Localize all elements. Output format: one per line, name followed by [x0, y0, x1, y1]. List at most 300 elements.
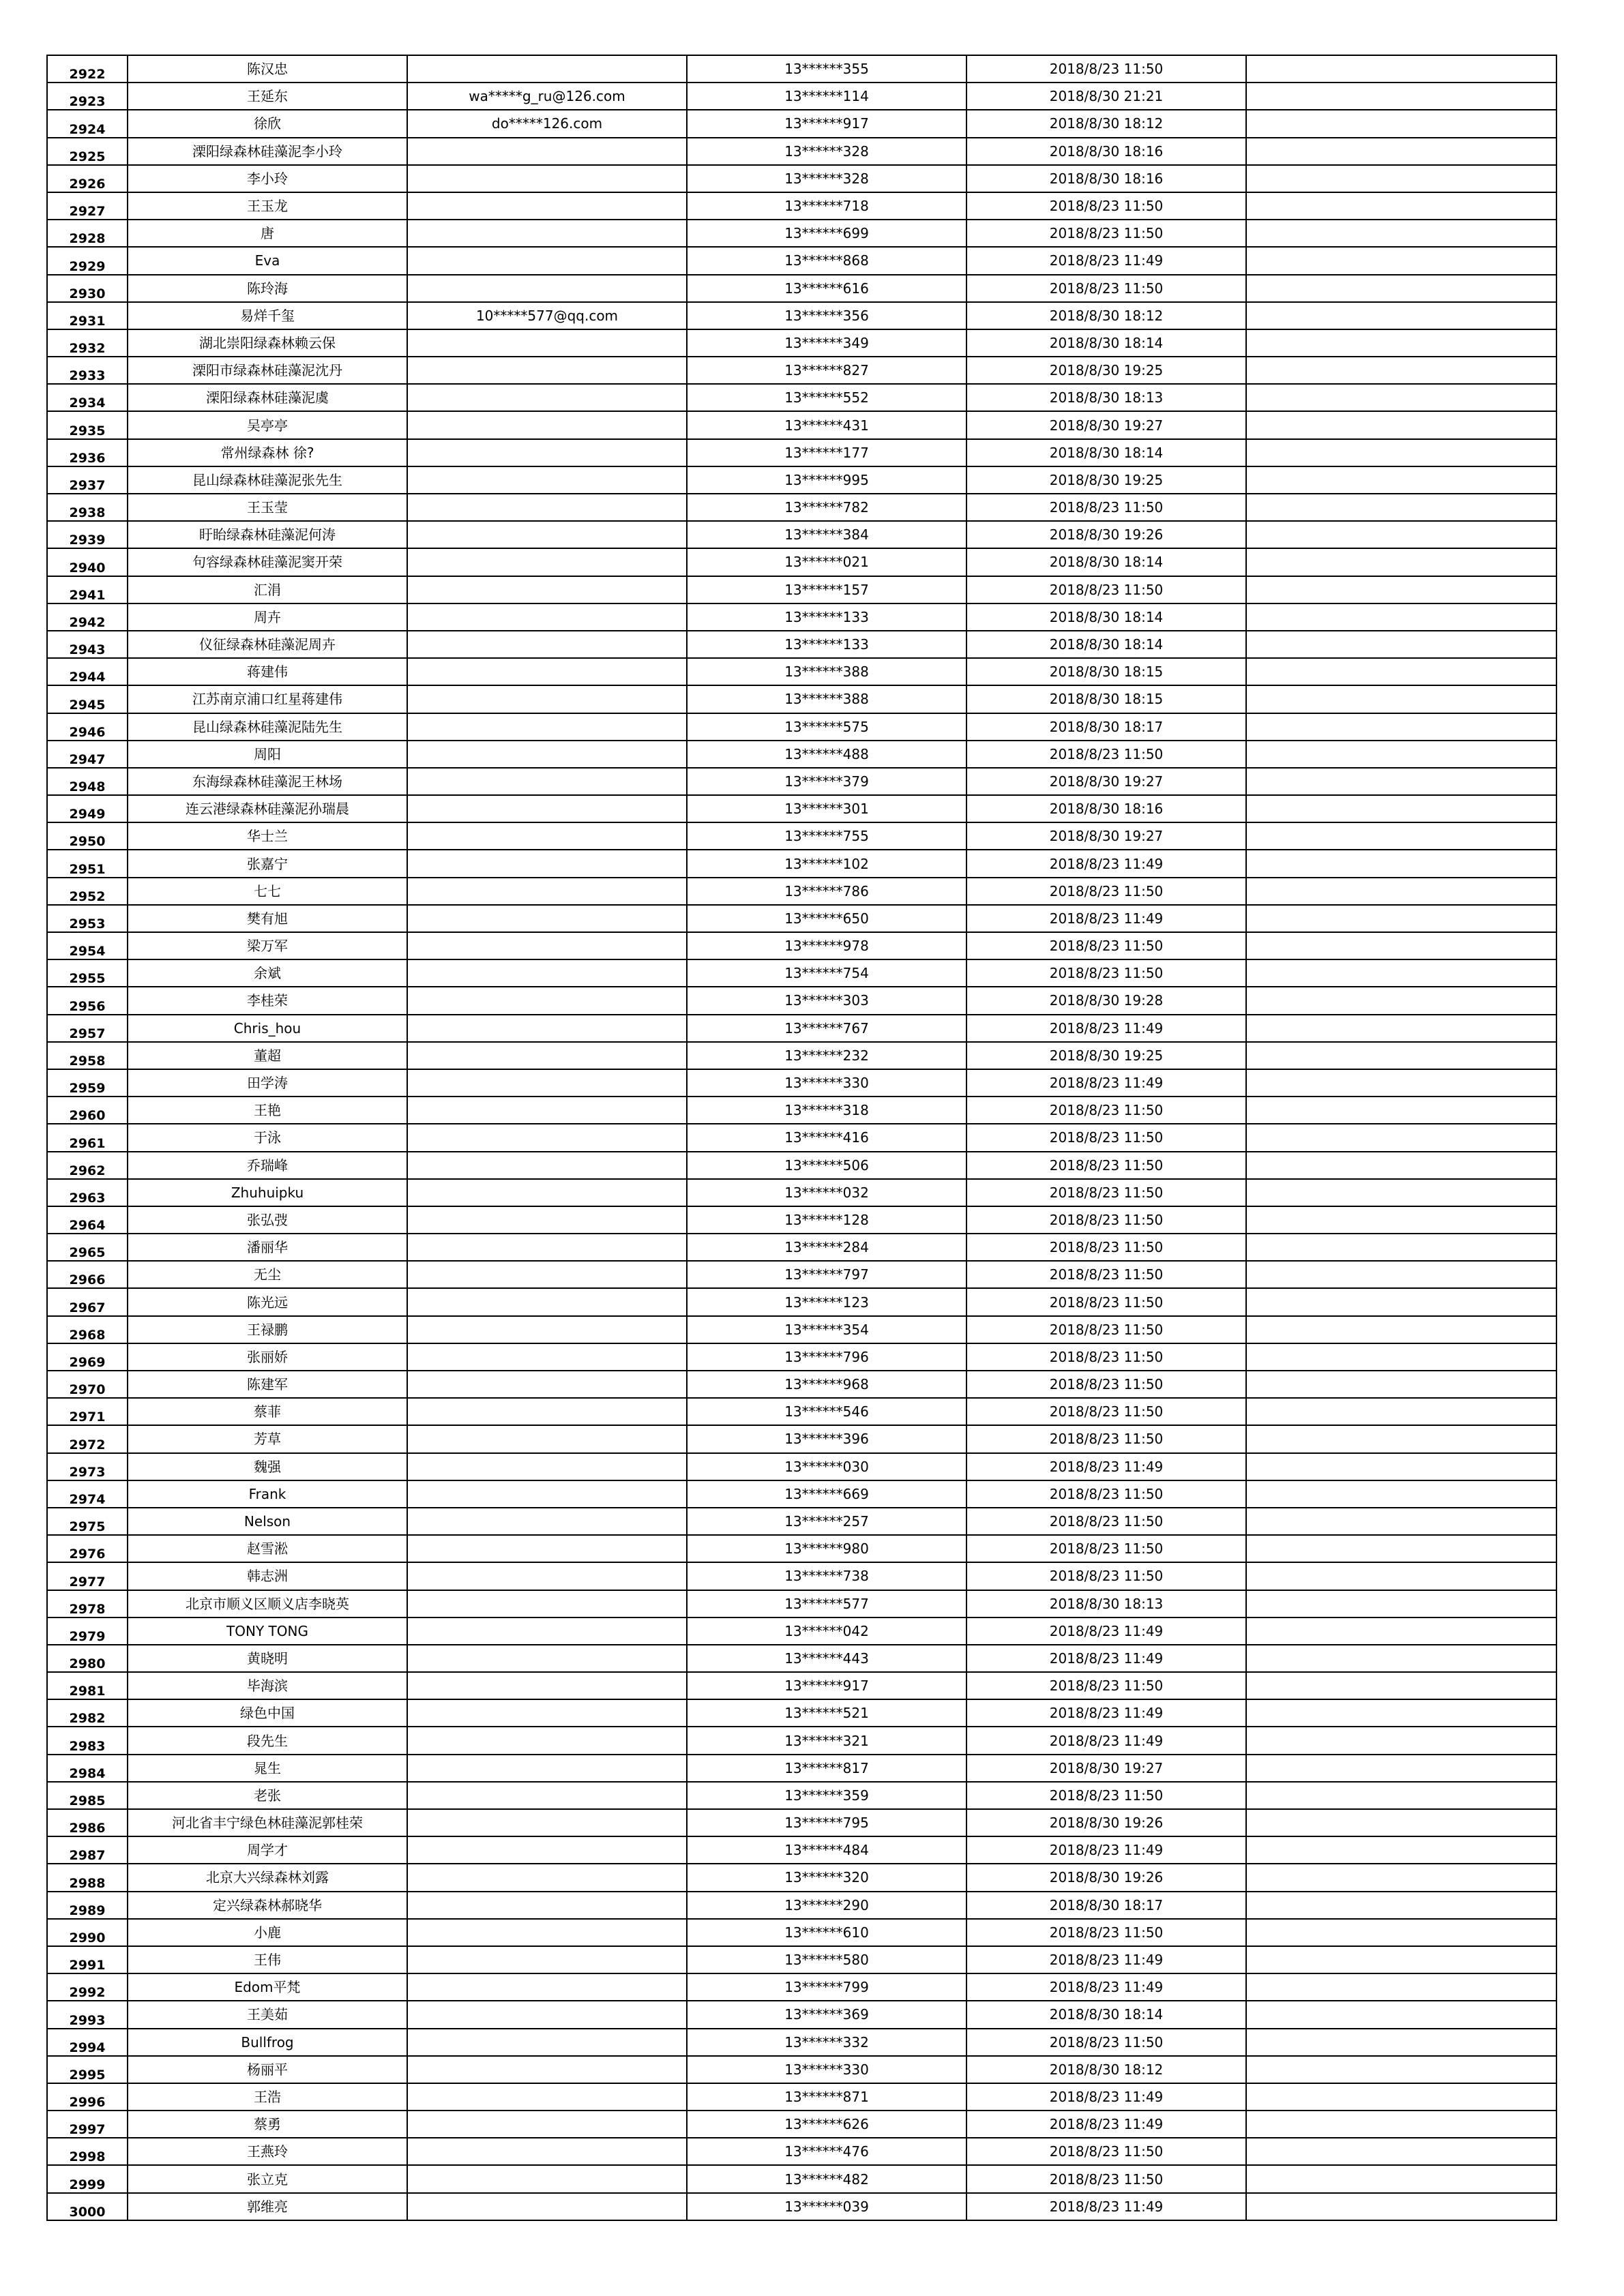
name-cell: 蔡勇: [128, 2111, 407, 2138]
time-cell: 2018/8/23 11:50: [966, 275, 1246, 302]
name-cell: 黄晓明: [128, 1645, 407, 1672]
name-cell: 昆山绿森林硅藻泥张先生: [128, 466, 407, 494]
time-cell: 2018/8/23 11:49: [966, 2193, 1246, 2220]
table-row: [47, 905, 1556, 932]
phone-cell: 13******782: [687, 494, 966, 521]
email-cell: [407, 1562, 687, 1590]
extra-cell: [1246, 1590, 1556, 1617]
time-cell: 2018/8/23 11:49: [966, 1836, 1246, 1864]
name-cell: 江苏南京浦口红星蒋建伟: [128, 685, 407, 713]
table-row: [47, 1809, 1556, 1836]
phone-cell: 13******616: [687, 275, 966, 302]
table-row: [47, 1535, 1556, 1562]
name-cell: 乔瑞峰: [128, 1152, 407, 1179]
phone-cell: 13******133: [687, 603, 966, 631]
table-row: [47, 631, 1556, 658]
time-cell: 2018/8/23 11:50: [966, 1097, 1246, 1124]
phone-cell: 13******476: [687, 2138, 966, 2165]
time-cell: 2018/8/30 18:12: [966, 110, 1246, 137]
name-cell: 徐欣: [128, 110, 407, 137]
extra-cell: [1246, 1371, 1556, 1398]
name-cell: Nelson: [128, 1508, 407, 1535]
table-row: [47, 658, 1556, 685]
phone-cell: 13******330: [687, 2056, 966, 2083]
table-row: [47, 357, 1556, 384]
name-cell: 昆山绿森林硅藻泥陆先生: [128, 713, 407, 741]
row-number: 2980: [47, 1645, 128, 1672]
email-cell: [407, 1398, 687, 1425]
extra-cell: [1246, 165, 1556, 192]
table-row: [47, 1946, 1556, 1973]
time-cell: 2018/8/30 18:17: [966, 1892, 1246, 1919]
table-row: [47, 1152, 1556, 1179]
extra-cell: [1246, 1206, 1556, 1234]
table-row: [47, 1480, 1556, 1508]
row-number: 2967: [47, 1288, 128, 1315]
phone-cell: 13******301: [687, 795, 966, 822]
row-number: 2984: [47, 1755, 128, 1782]
time-cell: 2018/8/23 11:50: [966, 192, 1246, 220]
extra-cell: [1246, 932, 1556, 959]
time-cell: 2018/8/30 18:15: [966, 685, 1246, 713]
row-number: 2950: [47, 822, 128, 850]
email-cell: [407, 329, 687, 357]
table-row: [47, 1179, 1556, 1206]
phone-cell: 13******388: [687, 685, 966, 713]
time-cell: 2018/8/23 11:50: [966, 1152, 1246, 1179]
extra-cell: [1246, 2111, 1556, 2138]
email-cell: [407, 1892, 687, 1919]
email-cell: [407, 1343, 687, 1371]
name-cell: 晁生: [128, 1755, 407, 1782]
phone-cell: 13******114: [687, 83, 966, 110]
email-cell: [407, 521, 687, 548]
extra-cell: [1246, 2193, 1556, 2220]
phone-cell: 13******995: [687, 466, 966, 494]
name-cell: 盱眙绿森林硅藻泥何涛: [128, 521, 407, 548]
name-cell: 东海绿森林硅藻泥王林场: [128, 768, 407, 795]
phone-cell: 13******978: [687, 932, 966, 959]
extra-cell: [1246, 521, 1556, 548]
table-row: [47, 1645, 1556, 1672]
row-number: 2972: [47, 1425, 128, 1452]
extra-cell: [1246, 1508, 1556, 1535]
phone-cell: 13******786: [687, 878, 966, 905]
table-row: [47, 411, 1556, 438]
email-cell: [407, 1425, 687, 1452]
time-cell: 2018/8/23 11:50: [966, 55, 1246, 83]
time-cell: 2018/8/23 11:50: [966, 220, 1246, 247]
row-number: 2936: [47, 439, 128, 466]
email-cell: [407, 2138, 687, 2165]
table-row: [47, 2001, 1556, 2028]
name-cell: 张嘉宁: [128, 850, 407, 877]
row-number: 2963: [47, 1179, 128, 1206]
table-row: [47, 1590, 1556, 1617]
phone-cell: 13******650: [687, 905, 966, 932]
email-cell: [407, 439, 687, 466]
row-number: 2932: [47, 329, 128, 357]
table-row: [47, 384, 1556, 411]
row-number: 2957: [47, 1015, 128, 1042]
row-number: 2981: [47, 1672, 128, 1699]
time-cell: 2018/8/30 18:12: [966, 2056, 1246, 2083]
row-number: 2991: [47, 1946, 128, 1973]
time-cell: 2018/8/23 11:49: [966, 1699, 1246, 1727]
table-row: [47, 1864, 1556, 1891]
extra-cell: [1246, 1699, 1556, 1727]
extra-cell: [1246, 1453, 1556, 1480]
name-cell: 陈建军: [128, 1371, 407, 1398]
row-number: 2930: [47, 275, 128, 302]
table-row: [47, 521, 1556, 548]
email-cell: [407, 658, 687, 685]
time-cell: 2018/8/23 11:50: [966, 1206, 1246, 1234]
phone-cell: 13******917: [687, 1672, 966, 1699]
name-cell: 樊有旭: [128, 905, 407, 932]
time-cell: 2018/8/23 11:50: [966, 1425, 1246, 1452]
extra-cell: [1246, 548, 1556, 576]
name-cell: 郭维亮: [128, 2193, 407, 2220]
time-cell: 2018/8/30 18:14: [966, 439, 1246, 466]
row-number: 2923: [47, 83, 128, 110]
time-cell: 2018/8/30 18:14: [966, 2001, 1246, 2028]
extra-cell: [1246, 795, 1556, 822]
email-cell: [407, 1645, 687, 1672]
extra-cell: [1246, 1042, 1556, 1069]
phone-cell: 13******482: [687, 2165, 966, 2192]
name-cell: 北京市顺义区顺义店李晓英: [128, 1590, 407, 1617]
row-number: 2954: [47, 932, 128, 959]
name-cell: 蔡菲: [128, 1398, 407, 1425]
table-row: [47, 878, 1556, 905]
phone-cell: 13******799: [687, 1973, 966, 2001]
email-cell: [407, 1836, 687, 1864]
phone-cell: 13******699: [687, 220, 966, 247]
name-cell: 王禄鹏: [128, 1316, 407, 1343]
time-cell: 2018/8/30 18:12: [966, 302, 1246, 329]
table-row: [47, 1015, 1556, 1042]
row-number: 2947: [47, 741, 128, 768]
extra-cell: [1246, 987, 1556, 1014]
phone-cell: 13******102: [687, 850, 966, 877]
time-cell: 2018/8/30 18:14: [966, 548, 1246, 576]
email-cell: [407, 1755, 687, 1782]
table-row: [47, 1617, 1556, 1645]
email-cell: [407, 1152, 687, 1179]
phone-cell: 13******488: [687, 741, 966, 768]
time-cell: 2018/8/30 19:27: [966, 1755, 1246, 1782]
table-row: [47, 603, 1556, 631]
extra-cell: [1246, 741, 1556, 768]
extra-cell: [1246, 1946, 1556, 1973]
name-cell: 仪征绿森林硅藻泥周卉: [128, 631, 407, 658]
extra-cell: [1246, 1782, 1556, 1809]
name-cell: 张弘弢: [128, 1206, 407, 1234]
time-cell: 2018/8/23 11:50: [966, 1782, 1246, 1809]
name-cell: 陈光远: [128, 1288, 407, 1315]
phone-cell: 13******042: [687, 1617, 966, 1645]
name-cell: 张立克: [128, 2165, 407, 2192]
name-cell: 余斌: [128, 959, 407, 987]
phone-cell: 13******827: [687, 357, 966, 384]
time-cell: 2018/8/23 11:50: [966, 1288, 1246, 1315]
extra-cell: [1246, 357, 1556, 384]
table-row: [47, 1562, 1556, 1590]
name-cell: 于泳: [128, 1124, 407, 1151]
extra-cell: [1246, 192, 1556, 220]
extra-cell: [1246, 439, 1556, 466]
phone-cell: 13******332: [687, 2029, 966, 2056]
phone-cell: 13******431: [687, 411, 966, 438]
extra-cell: [1246, 713, 1556, 741]
row-number: 2956: [47, 987, 128, 1014]
extra-cell: [1246, 1124, 1556, 1151]
table-row: [47, 987, 1556, 1014]
extra-cell: [1246, 466, 1556, 494]
email-cell: 10*****577@qq.com: [407, 302, 687, 329]
time-cell: 2018/8/30 18:17: [966, 713, 1246, 741]
email-cell: [407, 932, 687, 959]
email-cell: [407, 1288, 687, 1315]
time-cell: 2018/8/23 11:49: [966, 850, 1246, 877]
time-cell: 2018/8/30 18:16: [966, 138, 1246, 165]
table-row: [47, 1261, 1556, 1288]
phone-cell: 13******968: [687, 1371, 966, 1398]
extra-cell: [1246, 1398, 1556, 1425]
row-number: 2993: [47, 2001, 128, 2028]
table-row: [47, 1124, 1556, 1151]
time-cell: 2018/8/30 19:25: [966, 1042, 1246, 1069]
email-cell: [407, 247, 687, 274]
name-cell: 溧阳绿森林硅藻泥虞: [128, 384, 407, 411]
table-row: [47, 220, 1556, 247]
row-number: 2969: [47, 1343, 128, 1371]
email-cell: [407, 1261, 687, 1288]
time-cell: 2018/8/23 11:49: [966, 247, 1246, 274]
email-cell: [407, 1672, 687, 1699]
extra-cell: [1246, 83, 1556, 110]
table-row: [47, 1453, 1556, 1480]
extra-cell: [1246, 1179, 1556, 1206]
row-number: 2977: [47, 1562, 128, 1590]
extra-cell: [1246, 2138, 1556, 2165]
row-number: 2979: [47, 1617, 128, 1645]
extra-cell: [1246, 1727, 1556, 1754]
email-cell: [407, 1069, 687, 1097]
extra-cell: [1246, 275, 1556, 302]
name-cell: 董超: [128, 1042, 407, 1069]
time-cell: 2018/8/23 11:50: [966, 1398, 1246, 1425]
extra-cell: [1246, 110, 1556, 137]
phone-cell: 13******290: [687, 1892, 966, 1919]
phone-cell: 13******356: [687, 302, 966, 329]
name-cell: 王玉莹: [128, 494, 407, 521]
name-cell: 芳草: [128, 1425, 407, 1452]
phone-cell: 13******817: [687, 1755, 966, 1782]
extra-cell: [1246, 685, 1556, 713]
row-number: 2998: [47, 2138, 128, 2165]
phone-cell: 13******388: [687, 658, 966, 685]
time-cell: 2018/8/23 11:49: [966, 1645, 1246, 1672]
name-cell: 蒋建伟: [128, 658, 407, 685]
name-cell: 韩志洲: [128, 1562, 407, 1590]
email-cell: [407, 494, 687, 521]
time-cell: 2018/8/30 19:25: [966, 466, 1246, 494]
time-cell: 2018/8/23 11:50: [966, 576, 1246, 603]
phone-cell: 13******359: [687, 1782, 966, 1809]
email-cell: [407, 1179, 687, 1206]
row-number: 2948: [47, 768, 128, 795]
email-cell: do*****126.com: [407, 110, 687, 137]
table-row: [47, 1727, 1556, 1754]
extra-cell: [1246, 1234, 1556, 1261]
email-cell: [407, 713, 687, 741]
email-cell: [407, 192, 687, 220]
row-number: 2994: [47, 2029, 128, 2056]
extra-cell: [1246, 1864, 1556, 1891]
email-cell: [407, 1782, 687, 1809]
email-cell: [407, 1946, 687, 1973]
phone-cell: 13******284: [687, 1234, 966, 1261]
email-cell: [407, 905, 687, 932]
table-row: [47, 1836, 1556, 1864]
email-cell: [407, 631, 687, 658]
row-number: 2952: [47, 878, 128, 905]
time-cell: 2018/8/23 11:49: [966, 1727, 1246, 1754]
time-cell: 2018/8/30 18:13: [966, 384, 1246, 411]
time-cell: 2018/8/23 11:50: [966, 1179, 1246, 1206]
time-cell: 2018/8/30 19:26: [966, 521, 1246, 548]
table-row: [47, 1398, 1556, 1425]
row-number: 2945: [47, 685, 128, 713]
email-cell: [407, 384, 687, 411]
extra-cell: [1246, 1015, 1556, 1042]
phone-cell: 13******917: [687, 110, 966, 137]
time-cell: 2018/8/23 11:50: [966, 741, 1246, 768]
table-row: [47, 2193, 1556, 2220]
row-number: 2989: [47, 1892, 128, 1919]
name-cell: 王燕玲: [128, 2138, 407, 2165]
table-row: [47, 1288, 1556, 1315]
extra-cell: [1246, 1288, 1556, 1315]
name-cell: 易烊千玺: [128, 302, 407, 329]
extra-cell: [1246, 55, 1556, 83]
time-cell: 2018/8/23 11:49: [966, 2083, 1246, 2111]
table-row: [47, 1097, 1556, 1124]
email-cell: [407, 850, 687, 877]
table-row: [47, 1316, 1556, 1343]
email-cell: [407, 685, 687, 713]
phone-cell: 13******797: [687, 1261, 966, 1288]
email-cell: [407, 548, 687, 576]
row-number: 2974: [47, 1480, 128, 1508]
extra-cell: [1246, 1919, 1556, 1946]
time-cell: 2018/8/30 19:27: [966, 822, 1246, 850]
row-number: 2951: [47, 850, 128, 877]
name-cell: 小鹿: [128, 1919, 407, 1946]
email-cell: [407, 741, 687, 768]
phone-cell: 13******610: [687, 1919, 966, 1946]
phone-cell: 13******552: [687, 384, 966, 411]
phone-cell: 13******871: [687, 2083, 966, 2111]
name-cell: Zhuhuipku: [128, 1179, 407, 1206]
email-cell: [407, 1480, 687, 1508]
name-cell: 潘丽华: [128, 1234, 407, 1261]
extra-cell: [1246, 878, 1556, 905]
time-cell: 2018/8/23 11:50: [966, 1234, 1246, 1261]
table-row: [47, 2056, 1556, 2083]
row-number: 2976: [47, 1535, 128, 1562]
table-row: [47, 1973, 1556, 2001]
extra-cell: [1246, 658, 1556, 685]
email-cell: [407, 357, 687, 384]
table-row: [47, 2138, 1556, 2165]
row-number: 2988: [47, 1864, 128, 1891]
name-cell: 无尘: [128, 1261, 407, 1288]
time-cell: 2018/8/23 11:49: [966, 1946, 1246, 1973]
extra-cell: [1246, 1316, 1556, 1343]
phone-cell: 13******577: [687, 1590, 966, 1617]
email-cell: [407, 1617, 687, 1645]
email-cell: [407, 795, 687, 822]
phone-cell: 13******232: [687, 1042, 966, 1069]
extra-cell: [1246, 1836, 1556, 1864]
email-cell: [407, 576, 687, 603]
extra-cell: [1246, 1152, 1556, 1179]
phone-cell: 13******718: [687, 192, 966, 220]
name-cell: 王美茹: [128, 2001, 407, 2028]
time-cell: 2018/8/30 18:14: [966, 603, 1246, 631]
time-cell: 2018/8/23 11:49: [966, 1973, 1246, 2001]
row-number: 2990: [47, 1919, 128, 1946]
registration-table: [46, 55, 1557, 2221]
row-number: 2983: [47, 1727, 128, 1754]
email-cell: [407, 959, 687, 987]
name-cell: 王艳: [128, 1097, 407, 1124]
row-number: 2970: [47, 1371, 128, 1398]
email-cell: [407, 603, 687, 631]
row-number: 2933: [47, 357, 128, 384]
phone-cell: 13******980: [687, 1535, 966, 1562]
phone-cell: 13******868: [687, 247, 966, 274]
email-cell: [407, 220, 687, 247]
table-row: [47, 247, 1556, 274]
phone-cell: 13******575: [687, 713, 966, 741]
table-row: [47, 165, 1556, 192]
row-number: 2961: [47, 1124, 128, 1151]
table-row: [47, 302, 1556, 329]
row-number: 2924: [47, 110, 128, 137]
row-number: 2938: [47, 494, 128, 521]
name-cell: 北京大兴绿森林刘露: [128, 1864, 407, 1891]
name-cell: 唐: [128, 220, 407, 247]
email-cell: [407, 1919, 687, 1946]
extra-cell: [1246, 1617, 1556, 1645]
email-cell: [407, 2193, 687, 2220]
time-cell: 2018/8/23 11:50: [966, 878, 1246, 905]
email-cell: [407, 466, 687, 494]
name-cell: 毕海滨: [128, 1672, 407, 1699]
table-row: [47, 1069, 1556, 1097]
row-number: 3000: [47, 2193, 128, 2220]
name-cell: 张丽娇: [128, 1343, 407, 1371]
table-row: [47, 55, 1556, 83]
name-cell: 连云港绿森林硅藻泥孙瑞晨: [128, 795, 407, 822]
email-cell: [407, 1864, 687, 1891]
name-cell: Edom平梵: [128, 1973, 407, 2001]
name-cell: 周卉: [128, 603, 407, 631]
